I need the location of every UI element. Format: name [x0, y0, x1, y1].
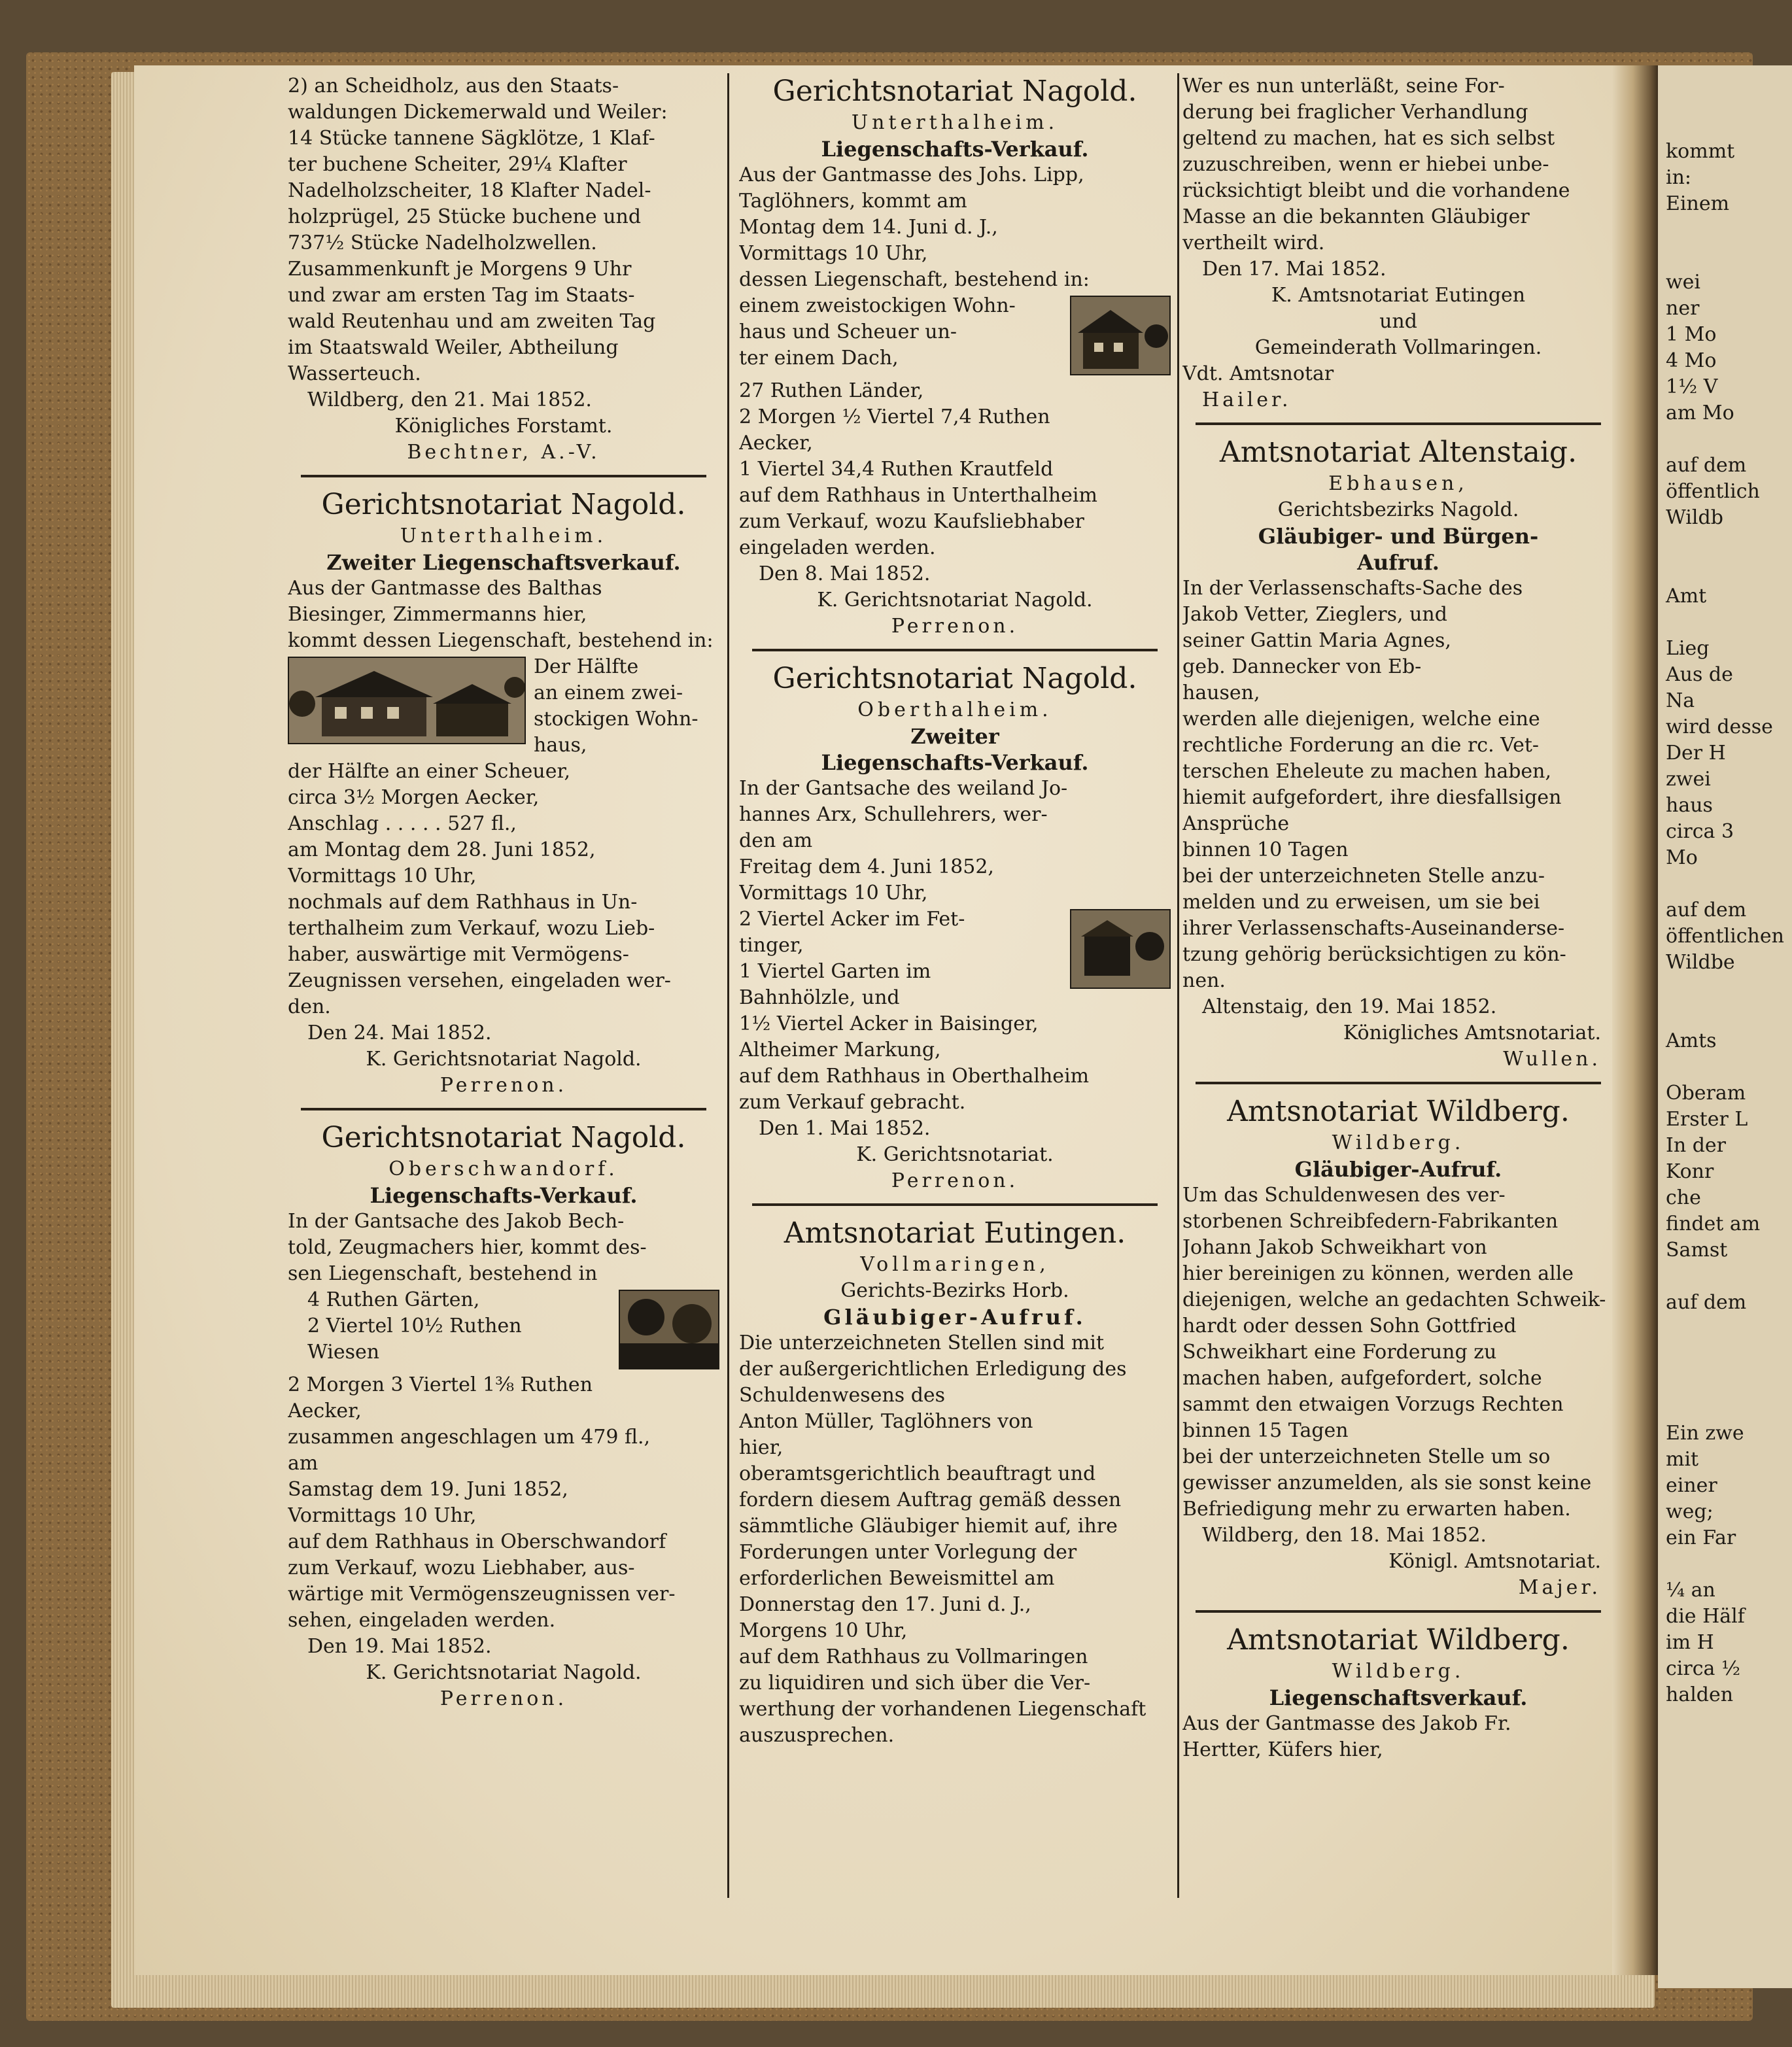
notice-place: Wildberg. [1332, 1131, 1465, 1154]
facing-page-text-line: auf dem [1666, 1291, 1747, 1314]
text-line: binnen 10 Tagen [1182, 838, 1349, 861]
text-line: Taglöhners, kommt am [739, 190, 967, 213]
notice-date: Den 8. Mai 1852. [759, 562, 931, 585]
facing-page-text-line: Samst [1666, 1239, 1728, 1262]
notice-office: Königl. Amtsnotariat. [1388, 1550, 1601, 1573]
field-woodcut-image [1070, 909, 1171, 989]
notice-altenstaig-creditor-call [1182, 434, 1614, 1073]
text-line: Ansprüche [1182, 812, 1290, 835]
notice-body [1182, 73, 1614, 256]
notice-divider [752, 649, 1158, 651]
notice-signature: Bechtner, A.-V. [407, 441, 600, 464]
text-line: nochmals auf dem Rathhaus in Un- [288, 891, 638, 914]
text-line: der Hälfte an einer Scheuer, [288, 760, 571, 783]
text-line: Vormittags 10 Uhr, [288, 1504, 477, 1527]
text-line: Anton Müller, Taglöhners von [739, 1410, 1033, 1433]
text-line: Anschlag . . . . . 527 fl., [288, 812, 517, 835]
notice-body [1182, 1711, 1614, 1763]
facing-page-text-line: 1½ V [1666, 375, 1718, 398]
text-line: Wasserteuch. [288, 362, 421, 385]
text-line: haber, auswärtige mit Vermögens- [288, 943, 629, 966]
text-line: an einem zwei- [534, 681, 683, 704]
text-line: dessen Liegenschaft, bestehend in: [739, 268, 1090, 291]
text-line: Morgens 10 Uhr, [739, 1619, 908, 1642]
text-line: tinger, [739, 934, 804, 957]
facing-page-text-line: Einem [1666, 192, 1730, 215]
text-line: Um das Schuldenwesen des ver- [1182, 1184, 1506, 1207]
notice-heading: Gerichtsnotariat Nagold. [772, 75, 1137, 108]
text-line: nen. [1182, 969, 1226, 992]
facing-page-text-line: öffentlichen [1666, 925, 1784, 948]
text-line: 737½ Stücke Nadelholzwellen. [288, 232, 597, 254]
text-line: geb. Dannecker von Eb- [1182, 655, 1422, 678]
notice-subheading: Gläubiger- und Bürgen- [1258, 524, 1539, 549]
facing-page-text-line: Der H [1666, 742, 1726, 765]
notice-office: K. Gerichtsnotariat Nagold. [366, 1048, 642, 1071]
text-line: Vormittags 10 Uhr, [288, 865, 477, 887]
facing-page-text-line [1666, 1368, 1792, 1394]
notice-body [288, 73, 719, 387]
facing-page-text-line: halden [1666, 1683, 1734, 1706]
facing-page-text-line: Aus de [1666, 663, 1733, 686]
facing-page-text-line [1666, 217, 1792, 243]
text-line: sehen, eingeladen werden. [288, 1609, 556, 1632]
text-line: In der Gantsache des weiland Jo- [739, 777, 1068, 800]
notice-date: Den 17. Mai 1852. [1202, 258, 1387, 281]
notice-subheading: Zweiter [910, 724, 999, 749]
facing-page-text-line: am Mo [1666, 402, 1734, 424]
facing-page-text-line: circa ½ [1666, 1657, 1741, 1680]
facing-page-text-line: wei [1666, 271, 1701, 294]
text-line: Hertter, Küfers hier, [1182, 1738, 1383, 1761]
notice-office-2: Gemeinderath Vollmaringen. [1254, 336, 1542, 359]
text-line: hannes Arx, Schullehrers, wer- [739, 803, 1048, 826]
text-line: geltend zu machen, hat es sich selbst [1182, 127, 1555, 150]
text-line: vertheilt wird. [1182, 232, 1325, 254]
notice-date: Den 1. Mai 1852. [759, 1117, 931, 1140]
column-3 [1182, 73, 1614, 1924]
text-line: wärtige mit Vermögenszeugnissen ver- [288, 1583, 676, 1606]
notice-body [1182, 576, 1614, 994]
text-line: Bahnhölzle, und [739, 986, 900, 1009]
notice-firewood-sale [288, 73, 719, 466]
text-line: Masse an die bekannten Gläubiger [1182, 205, 1530, 228]
notice-divider [752, 1203, 1158, 1206]
text-line: sammt den etwaigen Vorzugs Rechten [1182, 1393, 1564, 1416]
notice-signature: Majer. [1518, 1576, 1601, 1599]
notice-heading: Gerichtsnotariat Nagold. [321, 488, 686, 521]
text-line: zuzuschreiben, wenn er hiebei unbe- [1182, 153, 1549, 176]
notice-conjunction: und [1379, 310, 1417, 333]
text-line: seiner Gattin Maria Agnes, [1182, 629, 1451, 652]
text-line: bei der unterzeichneten Stelle anzu- [1182, 865, 1545, 887]
text-line: werden alle diejenigen, welche eine [1182, 708, 1540, 731]
facing-page-text-line: circa 3 [1666, 820, 1734, 843]
facing-page-text-line: ¼ an [1666, 1579, 1715, 1602]
text-line: Forderungen unter Vorlegung der [739, 1541, 1077, 1564]
text-line: ter einem Dach, [739, 347, 899, 370]
text-line: oberamtsgerichtlich beauftragt und [739, 1462, 1096, 1485]
text-line: erforderlichen Beweismittel am [739, 1567, 1055, 1590]
facing-page-text-line [1666, 1002, 1792, 1028]
text-line: 27 Ruthen Länder, [739, 379, 924, 402]
notice-divider [301, 475, 706, 477]
text-line: 2 Morgen ½ Viertel 7,4 Ruthen [739, 405, 1050, 428]
facing-page-text-line [1666, 976, 1792, 1002]
facing-page-text-line: Na [1666, 689, 1695, 712]
column-2 [739, 73, 1171, 1891]
facing-page-text-line: Ein zwe [1666, 1422, 1744, 1445]
notice-heading: Amtsnotariat Wildberg. [1227, 1623, 1570, 1657]
text-line: Vormittags 10 Uhr, [739, 882, 928, 904]
text-line: Johann Jakob Schweikhart von [1182, 1236, 1487, 1259]
notice-unterthalheim-second-sale [288, 487, 719, 1099]
facing-page-text-line [1666, 610, 1792, 636]
text-line: hausen, [1182, 681, 1260, 704]
facing-page-text-line: ner [1666, 297, 1700, 320]
facing-page-text-line: Erster L [1666, 1108, 1748, 1131]
text-line: den. [288, 995, 331, 1018]
facing-page-text-line [1666, 557, 1792, 583]
notice-divider [1196, 1082, 1601, 1084]
text-line: hardt oder dessen Sohn Gottfried [1182, 1315, 1517, 1337]
facing-page-text-line: Amts [1666, 1029, 1717, 1052]
text-line: derung bei fraglicher Verhandlung [1182, 101, 1528, 124]
notice-eutingen-creditor-call [739, 1215, 1171, 1749]
facing-page-text-line: auf dem [1666, 899, 1747, 921]
notice-date: Wildberg, den 21. Mai 1852. [307, 388, 592, 411]
text-line: 1½ Viertel Acker in Baisinger, [739, 1012, 1039, 1035]
text-line: 14 Stücke tannene Sägklötze, 1 Klaf- [288, 127, 655, 150]
text-line: auf dem Rathhaus zu Vollmaringen [739, 1645, 1088, 1668]
text-line: kommt dessen Liegenschaft, bestehend in: [288, 629, 714, 652]
text-line: 1 Viertel 34,4 Ruthen Krautfeld [739, 458, 1054, 481]
facing-page-text-line [1666, 426, 1792, 453]
text-line: holzprügel, 25 Stücke buchene und [288, 205, 642, 228]
notice-unterthalheim-sale [739, 73, 1171, 640]
text-line: rücksichtigt bleibt und die vorhandene [1182, 179, 1570, 202]
notice-body [739, 1330, 1171, 1749]
facing-page-text-line [1666, 871, 1792, 897]
notice-heading: Amtsnotariat Wildberg. [1227, 1095, 1570, 1128]
text-line: Aecker, [288, 1400, 362, 1422]
notice-place: Ebhausen, [1328, 472, 1468, 495]
facing-page-text-line [1666, 1316, 1792, 1342]
text-line: Zeugnissen versehen, eingeladen wer- [288, 969, 671, 992]
text-line: fordern diesem Auftrag gemäß dessen [739, 1488, 1122, 1511]
notice-office: K. Gerichtsnotariat Nagold. [366, 1661, 642, 1684]
notice-date: Wildberg, den 18. Mai 1852. [1202, 1524, 1487, 1547]
text-line: circa 3½ Morgen Aecker, [288, 786, 540, 809]
notice-heading: Gerichtsnotariat Nagold. [321, 1121, 686, 1154]
notice-wildberg-creditor-call [1182, 1093, 1614, 1601]
facing-page-text-line [1666, 1342, 1792, 1368]
text-line: Aus der Gantmasse des Balthas [288, 577, 602, 600]
text-line: 1 Viertel Garten im [739, 960, 931, 983]
text-line: der außergerichtlichen Erledigung des [739, 1358, 1127, 1381]
facing-page-text-line: einer [1666, 1474, 1717, 1497]
text-line: Altheimer Markung, [739, 1039, 941, 1061]
book-gutter [1612, 65, 1658, 1975]
facing-page-text-line: in: [1666, 166, 1692, 189]
text-line: Befriedigung mehr zu erwarten haben. [1182, 1498, 1571, 1521]
image-block [739, 293, 1171, 378]
text-line: sämmtliche Gläubiger hiemit auf, ihre [739, 1515, 1118, 1538]
text-line: hier bereinigen zu können, werden alle [1182, 1262, 1574, 1285]
text-line: auszusprechen. [739, 1724, 895, 1747]
notice-body-after [739, 378, 1171, 561]
text-line: 2) an Scheidholz, aus den Staats- [288, 75, 619, 97]
landscape-woodcut-image [619, 1290, 719, 1369]
facing-page-text-line: Wildb [1666, 506, 1723, 529]
notice-oberschwandorf-sale [288, 1120, 719, 1712]
text-line: gewisser anzumelden, als sie sonst keine [1182, 1471, 1592, 1494]
notice-place-detail: Gerichtsbezirks Nagold. [1277, 498, 1519, 521]
facing-page-text-line: kommt [1666, 140, 1735, 163]
facing-page-text-line: weg; [1666, 1500, 1714, 1523]
text-line: eingeladen werden. [739, 536, 936, 559]
column-1 [288, 73, 719, 1904]
column-divider-1 [727, 73, 729, 1898]
text-line: waldungen Dickemerwald und Weiler: [288, 101, 668, 124]
facing-page-text-line: öffentlich [1666, 480, 1760, 503]
notice-place-detail: Gerichts-Bezirks Horb. [840, 1279, 1069, 1302]
text-line: In der Verlassenschafts-Sache des [1182, 577, 1523, 600]
notice-office: Königliches Amtsnotariat. [1343, 1022, 1601, 1044]
facing-page-text-line: wird desse [1666, 715, 1773, 738]
text-line: bei der unterzeichneten Stelle um so [1182, 1445, 1551, 1468]
notice-subheading: Liegenschafts-Verkauf. [821, 137, 1089, 162]
text-line: zum Verkauf, wozu Kaufsliebhaber [739, 510, 1084, 533]
text-line: auf dem Rathhaus in Oberthalheim [739, 1065, 1090, 1088]
text-line: diejenigen, welche an gedachten Schweik- [1182, 1288, 1606, 1311]
text-line: stockigen Wohn- [534, 708, 698, 731]
facing-page-text-line: im H [1666, 1631, 1714, 1654]
text-line: tzung gehörig berücksichtigen zu kön- [1182, 943, 1566, 966]
text-line: storbenen Schreibfedern-Fabrikanten [1182, 1210, 1559, 1233]
facing-page-text-line: zwei [1666, 768, 1711, 791]
image-block [288, 1287, 719, 1372]
text-line: auf dem Rathhaus in Oberschwandorf [288, 1530, 666, 1553]
text-line: 2 Morgen 3 Viertel 1⅜ Ruthen [288, 1373, 593, 1396]
notice-body-before [739, 776, 1171, 906]
text-line: Aus der Gantmasse des Johs. Lipp, [739, 163, 1084, 186]
notice-body [1182, 1182, 1614, 1522]
text-line: zum Verkauf, wozu Liebhaber, aus- [288, 1557, 635, 1579]
text-line: Aecker, [739, 432, 813, 455]
text-line: 2 Viertel Acker im Fet- [739, 908, 965, 931]
notice-office: K. Gerichtsnotariat Nagold. [817, 589, 1093, 611]
text-line: Wer es nun unterläßt, seine For- [1182, 75, 1505, 97]
facing-page-text-line: findet am [1666, 1213, 1761, 1235]
text-line: haus und Scheuer un- [739, 320, 957, 343]
text-line: am [288, 1452, 319, 1475]
notice-divider [301, 1108, 706, 1110]
facing-page-text-line: 4 Mo [1666, 349, 1717, 372]
column-4 [1658, 139, 1792, 1983]
text-line: haus, [534, 734, 587, 757]
text-line: den am [739, 829, 813, 852]
notice-place: Unterthalheim. [400, 525, 608, 547]
notice-divider [1196, 422, 1601, 425]
text-line: im Staatswald Weiler, Abtheilung [288, 336, 619, 359]
text-line: Wiesen [307, 1341, 380, 1364]
notice-oberthalheim-second-sale [739, 661, 1171, 1194]
facing-page-text-line: Amt [1666, 585, 1707, 608]
facing-page-text-line: auf dem [1666, 454, 1747, 477]
text-line: sen Liegenschaft, bestehend in [288, 1262, 598, 1285]
notice-wildberg-property-sale [1182, 1622, 1614, 1763]
notice-signature: Hailer. [1202, 388, 1292, 411]
facing-page-text-line [1666, 531, 1792, 557]
text-line: Vormittags 10 Uhr, [739, 242, 928, 265]
facing-page-text-line: Wildbe [1666, 951, 1735, 974]
notice-subheading: Aufruf. [1357, 550, 1439, 575]
facing-page-text-line: che [1666, 1186, 1701, 1209]
text-line: hier, [739, 1436, 784, 1459]
notice-body-after [288, 759, 719, 1020]
text-line: einem zweistockigen Wohn- [739, 294, 1016, 317]
text-line: In der Gantsache des Jakob Bech- [288, 1210, 625, 1233]
column-divider-2 [1177, 73, 1179, 1898]
text-line: Freitag dem 4. Juni 1852, [739, 855, 994, 878]
text-line: auf dem Rathhaus in Unterthalheim [739, 484, 1097, 507]
facing-page-text-line [1666, 1054, 1792, 1080]
notice-signature: Perrenon. [891, 1169, 1019, 1192]
text-line: 2 Viertel 10½ Ruthen [307, 1315, 522, 1337]
text-line: Die unterzeichneten Stellen sind mit [739, 1332, 1105, 1354]
notice-date: Den 24. Mai 1852. [307, 1022, 492, 1044]
facing-page-text-line: haus [1666, 794, 1713, 817]
notice-place: Oberthalheim. [857, 698, 1052, 721]
notice-place: Oberschwandorf. [388, 1158, 619, 1180]
notice-heading: Amtsnotariat Altenstaig. [1219, 436, 1577, 469]
text-line: Jakob Vetter, Zieglers, und [1182, 603, 1447, 626]
text-line: ihrer Verlassenschafts-Auseinanderse- [1182, 917, 1565, 940]
facing-page-text-line: Mo [1666, 846, 1698, 869]
notice-subheading: Liegenschafts-Verkauf. [821, 750, 1089, 775]
farmhouse-woodcut-image [1070, 296, 1171, 375]
text-line: Donnerstag den 17. Juni d. J., [739, 1593, 1031, 1616]
notice-office: Königliches Forstamt. [394, 415, 613, 438]
notice-subheading: Zweiter Liegenschaftsverkauf. [326, 550, 681, 575]
notice-body-before [288, 1209, 719, 1287]
notice-signature: Wullen. [1503, 1048, 1601, 1071]
text-line: 4 Ruthen Gärten, [307, 1288, 480, 1311]
text-line: binnen 15 Tagen [1182, 1419, 1349, 1442]
notice-office: K. Gerichtsnotariat. [856, 1143, 1054, 1166]
facing-page-text-line: In der [1666, 1134, 1727, 1157]
notice-date: Den 19. Mai 1852. [307, 1635, 492, 1658]
text-line: Schweikhart eine Forderung zu [1182, 1341, 1497, 1364]
facing-page-text-line: die Hälf [1666, 1605, 1745, 1628]
text-line: Nadelholzscheiter, 18 Klafter Nadel- [288, 179, 651, 202]
text-line: am Montag dem 28. Juni 1852, [288, 838, 596, 861]
text-line: told, Zeugmachers hier, kommt des- [288, 1236, 647, 1259]
notice-place: Wildberg. [1332, 1660, 1465, 1683]
text-line: Biesinger, Zimmermanns hier, [288, 603, 587, 626]
text-line: und zwar am ersten Tag im Staats- [288, 284, 635, 307]
notice-divider [1196, 1610, 1601, 1613]
notice-office: K. Amtsnotariat Eutingen [1271, 284, 1526, 307]
notice-signature: Perrenon. [439, 1074, 568, 1097]
facing-page-text-line [1666, 1264, 1792, 1290]
facing-page-text-line: 1 Mo [1666, 323, 1717, 346]
notice-deputy: Vdt. Amtsnotar [1182, 362, 1334, 385]
facing-page-text-line [1666, 1551, 1792, 1577]
notice-heading: Amtsnotariat Eutingen. [784, 1216, 1126, 1250]
notice-place: Vollmaringen, [860, 1253, 1050, 1276]
text-line: machen haben, aufgefordert, solche [1182, 1367, 1542, 1390]
notice-subheading: Liegenschaftsverkauf. [1269, 1685, 1528, 1710]
text-line: Aus der Gantmasse des Jakob Fr. [1182, 1712, 1511, 1735]
facing-page-text-line: mit [1666, 1448, 1699, 1471]
text-line: Montag dem 14. Juni d. J., [739, 216, 998, 239]
text-line: Der Hälfte [534, 655, 639, 678]
house-woodcut-image [288, 657, 526, 744]
text-line: hiemit aufgefordert, ihre diesfallsigen [1182, 786, 1562, 809]
notice-signature: Perrenon. [439, 1687, 568, 1710]
text-line: terthalheim zum Verkauf, wozu Lieb- [288, 917, 655, 940]
notice-eutingen-continuation [1182, 73, 1614, 413]
text-line: Schuldenwesens des [739, 1384, 946, 1407]
notice-body-before [288, 576, 719, 654]
facing-page-text-line: Oberam [1666, 1082, 1746, 1105]
facing-page-text-line: Lieg [1666, 637, 1710, 660]
text-line: terschen Eheleute zu machen haben, [1182, 760, 1552, 783]
text-line: Samstag dem 19. Juni 1852, [288, 1478, 568, 1501]
notice-subheading: Gläubiger-Aufruf. [823, 1305, 1086, 1330]
notice-body-after [288, 1372, 719, 1634]
text-line: werthung der vorhandenen Liegenschaft [739, 1698, 1146, 1721]
facing-page-text-line: ein Far [1666, 1526, 1736, 1549]
text-line: zusammen angeschlagen um 479 fl., [288, 1426, 651, 1449]
facing-page-text-line [1666, 243, 1792, 269]
text-line: rechtliche Forderung an die rc. Vet- [1182, 734, 1540, 757]
image-block [288, 654, 719, 759]
text-line: melden und zu erweisen, um sie bei [1182, 891, 1540, 914]
text-line: wald Reutenhau und am zweiten Tag [288, 310, 656, 333]
notice-heading: Gerichtsnotariat Nagold. [772, 662, 1137, 695]
notice-body-after [739, 1011, 1171, 1116]
notice-subheading: Gläubiger-Aufruf. [1294, 1157, 1502, 1182]
notice-signature: Perrenon. [891, 615, 1019, 638]
image-block [739, 906, 1171, 1011]
text-line: zum Verkauf gebracht. [739, 1091, 966, 1114]
text-line: Zusammenkunft je Morgens 9 Uhr [288, 258, 632, 281]
text-line: zu liquidiren und sich über die Ver- [739, 1672, 1091, 1694]
facing-page-text-line [1666, 1394, 1792, 1420]
notice-subheading: Liegenschafts-Verkauf. [370, 1183, 638, 1208]
facing-page [1658, 65, 1792, 1988]
notice-date: Altenstaig, den 19. Mai 1852. [1202, 995, 1497, 1018]
notice-body-before [739, 162, 1171, 293]
notice-place: Unterthalheim. [851, 111, 1059, 134]
facing-page-text-line: Konr [1666, 1160, 1714, 1183]
text-line: ter buchene Scheiter, 29¼ Klafter [288, 153, 627, 176]
